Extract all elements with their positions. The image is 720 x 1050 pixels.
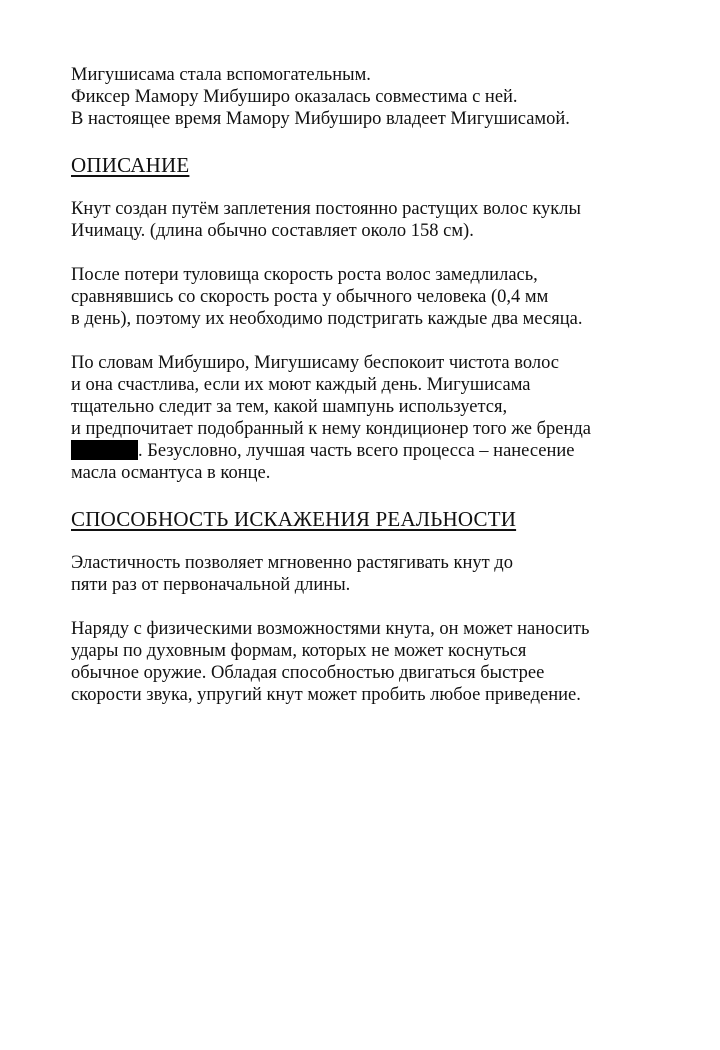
section-heading-description: ОПИСАНИЕ xyxy=(71,153,190,177)
text-line: Эластичность позволяет мгновенно растягивать кнут до xyxy=(71,553,513,573)
text-line: масла османтуса в конце. xyxy=(71,463,271,483)
intro-paragraph xyxy=(71,64,691,130)
text-line: тщательно следит за тем, какой шампунь используется, xyxy=(71,397,508,417)
section-heading-ability: СПОСОБНОСТЬ ИСКАЖЕНИЯ РЕАЛЬНОСТИ xyxy=(71,507,517,531)
text-line: пяти раз от первоначальной длины. xyxy=(71,575,351,595)
text-fragment: . Безусловно, лучшая часть всего процесса – нанесение xyxy=(138,441,575,461)
redaction-bar xyxy=(71,440,138,460)
text-line: Наряду с физическими возможностями кнута, он может наносить xyxy=(71,619,590,639)
ability-paragraph-2 xyxy=(71,618,691,706)
document-page xyxy=(71,64,691,706)
text-line: После потери туловища скорость роста волос замедлилась, xyxy=(71,265,538,285)
text-line: сравнявшись со скорость роста у обычного человека (0,4 мм xyxy=(71,287,549,307)
text-line: По словам Мибуширо, Мигушисаму беспокоит чистота волос xyxy=(71,353,560,373)
text-line: Кнут создан путём заплетения постоянно растущих волос куклы xyxy=(71,199,581,219)
text-line: обычное оружие. Обладая способностью двигаться быстрее xyxy=(71,663,545,683)
text-line: Мигушисама стала вспомогательным. xyxy=(71,65,371,85)
description-paragraph-3 xyxy=(71,352,691,484)
text-line: В настоящее время Мамору Мибуширо владеет Мигушисамой. xyxy=(71,109,570,129)
text-line: Фиксер Мамору Мибуширо оказалась совместима с ней. xyxy=(71,87,518,107)
text-line-with-redaction xyxy=(71,440,691,462)
text-line: и предпочитает подобранный к нему кондиционер того же бренда xyxy=(71,419,592,439)
text-line: и она счастлива, если их моют каждый день. Мигушисама xyxy=(71,375,531,395)
text-line: в день), поэтому их необходимо подстригать каждые два месяца. xyxy=(71,309,583,329)
description-paragraph-1 xyxy=(71,198,691,242)
description-paragraph-2 xyxy=(71,264,691,330)
text-line: удары по духовным формам, которых не может коснуться xyxy=(71,641,527,661)
ability-paragraph-1 xyxy=(71,552,691,596)
text-line: скорости звука, упругий кнут может пробить любое приведение. xyxy=(71,685,581,705)
text-line: Ичимацу. (длина обычно составляет около 158 см). xyxy=(71,221,474,241)
